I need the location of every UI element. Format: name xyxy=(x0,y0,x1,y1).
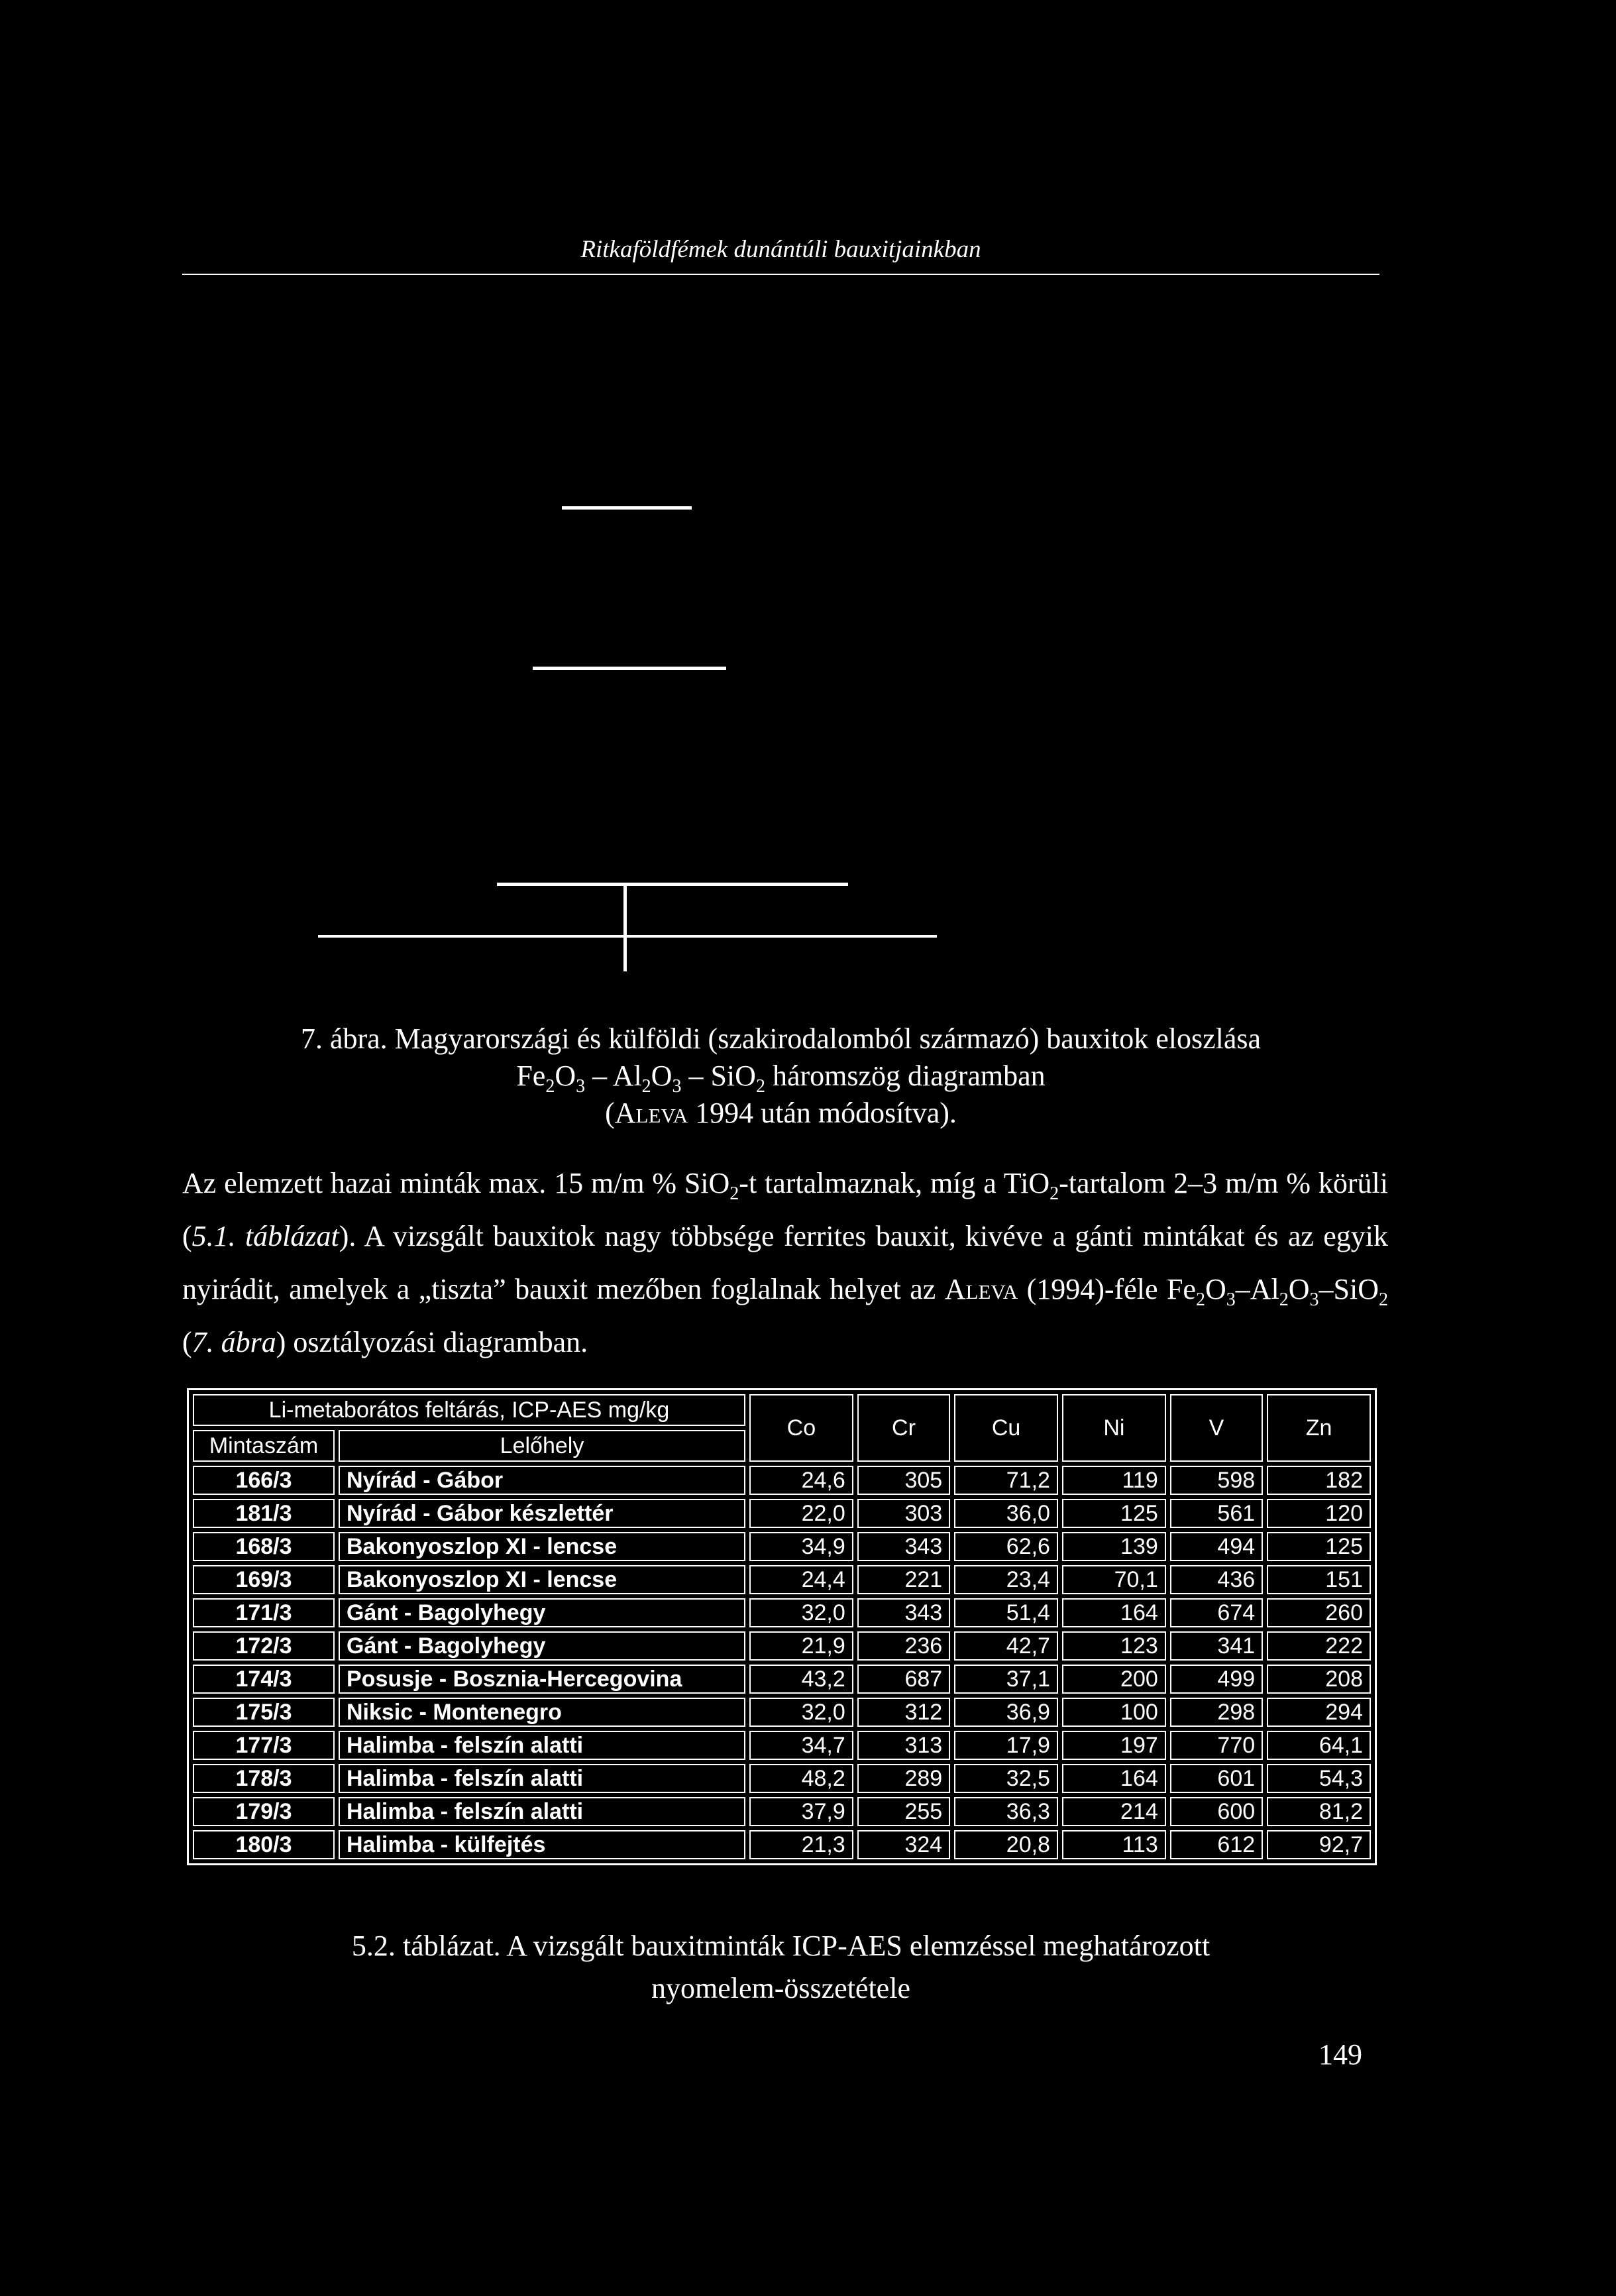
value-cr: 687 xyxy=(857,1665,950,1694)
value-ni: 100 xyxy=(1062,1698,1166,1727)
col-co: Co xyxy=(749,1394,853,1462)
location: Posusje - Bosznia-Hercegovina xyxy=(339,1665,745,1694)
location: Gánt - Bagolyhegy xyxy=(339,1631,745,1661)
value-cu: 71,2 xyxy=(954,1466,1058,1495)
sample-id: 169/3 xyxy=(193,1565,335,1594)
value-cr: 312 xyxy=(857,1698,950,1727)
location: Nyírád - Gábor xyxy=(339,1466,745,1495)
value-ni: 197 xyxy=(1062,1731,1166,1760)
value-zn: 92,7 xyxy=(1267,1830,1371,1859)
table-row xyxy=(193,1731,1371,1760)
value-v: 298 xyxy=(1170,1698,1263,1727)
value-cr: 236 xyxy=(857,1631,950,1661)
location: Halimba - felszín alatti xyxy=(339,1731,745,1760)
value-zn: 120 xyxy=(1267,1499,1371,1528)
value-co: 32,0 xyxy=(749,1598,853,1627)
location: Bakonyoszlop XI - lencse xyxy=(339,1565,745,1594)
table-row xyxy=(193,1797,1371,1826)
value-zn: 182 xyxy=(1267,1466,1371,1495)
value-zn: 294 xyxy=(1267,1698,1371,1727)
sample-id: 174/3 xyxy=(193,1665,335,1694)
value-cr: 303 xyxy=(857,1499,950,1528)
figure-caption xyxy=(182,1020,1379,1132)
body-paragraph: Az elemzett hazai minták max. 15 m/m % SiO$_2$-t tartalmaznak, míg a TiO$_2$-tartalom 2–3 m/m % körüli (5.1. táblázat). A vizsgált bauxitok nagy többsége ferrites bauxit, kivéve a gánti mintákat és az egyik nyirádit, amelyek a „tiszta” bauxit mezőben foglalnak helyet az Aleva (1994)-féle $Fe_2O_3-Al_2O_3-SiO_2$ (7. ábra) osztályozási diagramban. xyxy=(182,1167,1388,1358)
figure-caption-line-1: 7. ábra. Magyarországi és külföldi (szakirodalomból származó) bauxitok eloszlása xyxy=(300,1022,1262,1055)
value-zn: 54,3 xyxy=(1267,1764,1371,1793)
value-v: 598 xyxy=(1170,1466,1263,1495)
sample-id: 177/3 xyxy=(193,1731,335,1760)
sample-id: 172/3 xyxy=(193,1631,335,1661)
trace-element-table xyxy=(187,1388,1377,1865)
value-cu: 37,1 xyxy=(954,1665,1058,1694)
value-v: 499 xyxy=(1170,1665,1263,1694)
location: Bakonyoszlop XI - lencse xyxy=(339,1532,745,1561)
figure-caption-line-3: (Aleva 1994 után módosítva). xyxy=(605,1097,957,1129)
value-ni: 200 xyxy=(1062,1665,1166,1694)
value-v: 561 xyxy=(1170,1499,1263,1528)
value-cu: 36,0 xyxy=(954,1499,1058,1528)
value-cr: 313 xyxy=(857,1731,950,1760)
table-row xyxy=(193,1598,1371,1627)
value-ni: 125 xyxy=(1062,1499,1166,1528)
value-v: 436 xyxy=(1170,1565,1263,1594)
location: Nyírád - Gábor készlettér xyxy=(339,1499,745,1528)
value-cu: 51,4 xyxy=(954,1598,1058,1627)
page-number: 149 xyxy=(1319,2038,1362,2071)
value-cr: 343 xyxy=(857,1532,950,1561)
value-co: 43,2 xyxy=(749,1665,853,1694)
col-v: V xyxy=(1170,1394,1263,1462)
sample-id: 175/3 xyxy=(193,1698,335,1727)
value-zn: 151 xyxy=(1267,1565,1371,1594)
value-ni: 164 xyxy=(1062,1764,1166,1793)
sample-id: 166/3 xyxy=(193,1466,335,1495)
value-ni: 214 xyxy=(1062,1797,1166,1826)
value-cu: 42,7 xyxy=(954,1631,1058,1661)
value-co: 24,4 xyxy=(749,1565,853,1594)
value-cr: 324 xyxy=(857,1830,950,1859)
value-zn: 222 xyxy=(1267,1631,1371,1661)
location: Niksic - Montenegro xyxy=(339,1698,745,1727)
value-cu: 20,8 xyxy=(954,1830,1058,1859)
location: Halimba - felszín alatti xyxy=(339,1764,745,1793)
table-row xyxy=(193,1532,1371,1561)
sample-id: 179/3 xyxy=(193,1797,335,1826)
figure-line xyxy=(497,883,848,886)
value-v: 494 xyxy=(1170,1532,1263,1561)
figure-vline xyxy=(623,883,627,971)
value-v: 600 xyxy=(1170,1797,1263,1826)
value-cu: 36,9 xyxy=(954,1698,1058,1727)
value-co: 22,0 xyxy=(749,1499,853,1528)
value-co: 34,7 xyxy=(749,1731,853,1760)
value-ni: 70,1 xyxy=(1062,1565,1166,1594)
value-ni: 139 xyxy=(1062,1532,1166,1561)
value-cu: 23,4 xyxy=(954,1565,1058,1594)
table-row xyxy=(193,1698,1371,1727)
value-cr: 255 xyxy=(857,1797,950,1826)
table-row xyxy=(193,1499,1371,1528)
value-ni: 164 xyxy=(1062,1598,1166,1627)
value-zn: 125 xyxy=(1267,1532,1371,1561)
value-co: 21,3 xyxy=(749,1830,853,1859)
value-cr: 221 xyxy=(857,1565,950,1594)
header-rule xyxy=(182,274,1379,275)
col-ni: Ni xyxy=(1062,1394,1166,1462)
figure-caption-line-2: $Fe_2O_3 - Al_2O_3 - SiO_2$ háromszög diagramban xyxy=(516,1060,1046,1097)
location: Halimba - felszín alatti xyxy=(339,1797,745,1826)
table-row xyxy=(193,1565,1371,1594)
sample-id: 180/3 xyxy=(193,1830,335,1859)
value-zn: 208 xyxy=(1267,1665,1371,1694)
table-row xyxy=(193,1764,1371,1793)
table-body xyxy=(193,1466,1371,1859)
table-reference-link: 5.1. táblázat xyxy=(191,1220,339,1252)
value-zn: 81,2 xyxy=(1267,1797,1371,1826)
value-zn: 260 xyxy=(1267,1598,1371,1627)
col-cr: Cr xyxy=(857,1394,950,1462)
value-cr: 305 xyxy=(857,1466,950,1495)
value-co: 34,9 xyxy=(749,1532,853,1561)
value-cu: 36,3 xyxy=(954,1797,1058,1826)
col-location: Lelőhely xyxy=(339,1430,745,1462)
value-co: 37,9 xyxy=(749,1797,853,1826)
figure-line xyxy=(562,506,692,510)
value-v: 612 xyxy=(1170,1830,1263,1859)
sample-id: 171/3 xyxy=(193,1598,335,1627)
value-co: 24,6 xyxy=(749,1466,853,1495)
value-ni: 119 xyxy=(1062,1466,1166,1495)
table-row xyxy=(193,1466,1371,1495)
value-ni: 113 xyxy=(1062,1830,1166,1859)
value-co: 21,9 xyxy=(749,1631,853,1661)
table-row xyxy=(193,1830,1371,1859)
figure-line xyxy=(533,667,726,670)
sample-id: 168/3 xyxy=(193,1532,335,1561)
table-row xyxy=(193,1631,1371,1661)
value-cu: 17,9 xyxy=(954,1731,1058,1760)
group-header: Li-metaborátos feltárás, ICP-AES mg/kg xyxy=(193,1394,745,1426)
value-v: 674 xyxy=(1170,1598,1263,1627)
table-caption xyxy=(182,1925,1379,2010)
value-zn: 64,1 xyxy=(1267,1731,1371,1760)
table-row xyxy=(193,1665,1371,1694)
table-caption-line-2: nyomelem-összetétele xyxy=(651,1972,910,2004)
value-cu: 32,5 xyxy=(954,1764,1058,1793)
value-cr: 289 xyxy=(857,1764,950,1793)
figure-reference-link: 7. ábra xyxy=(191,1326,276,1358)
table-caption-line-1: 5.2. táblázat. A vizsgált bauxitminták ICP-AES elemzéssel meghatározott xyxy=(351,1930,1211,1962)
table-header-row xyxy=(193,1394,1371,1426)
value-cu: 62,6 xyxy=(954,1532,1058,1561)
location: Halimba - külfejtés xyxy=(339,1830,745,1859)
figure-line xyxy=(318,935,937,938)
value-v: 341 xyxy=(1170,1631,1263,1661)
col-sample: Mintaszám xyxy=(193,1430,335,1462)
value-cr: 343 xyxy=(857,1598,950,1627)
value-v: 770 xyxy=(1170,1731,1263,1760)
value-co: 48,2 xyxy=(749,1764,853,1793)
col-zn: Zn xyxy=(1267,1394,1371,1462)
sample-id: 181/3 xyxy=(193,1499,335,1528)
col-cu: Cu xyxy=(954,1394,1058,1462)
value-co: 32,0 xyxy=(749,1698,853,1727)
running-header: Ritkaföldfémek dunántúli bauxitjainkban xyxy=(580,236,981,263)
value-v: 601 xyxy=(1170,1764,1263,1793)
location: Gánt - Bagolyhegy xyxy=(339,1598,745,1627)
sample-id: 178/3 xyxy=(193,1764,335,1793)
value-ni: 123 xyxy=(1062,1631,1166,1661)
